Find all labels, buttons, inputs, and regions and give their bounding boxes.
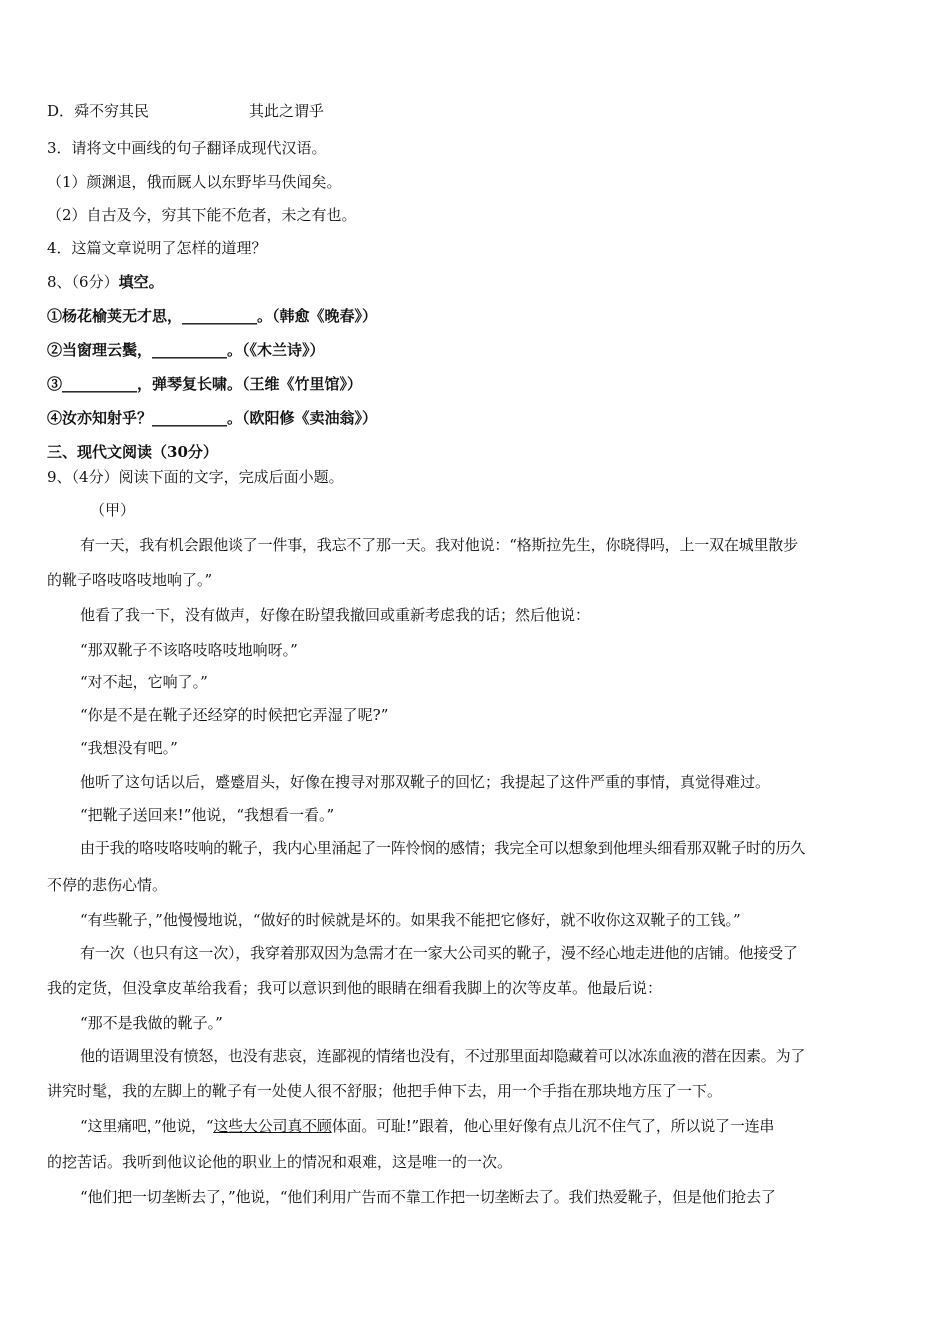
passage-text: 体面。可耻!”跟着，他心里好像有点儿沉不住气了，所以说了一连串 [331,1117,775,1135]
q3-sentence-1: （1）颜渊退，俄而厩人以东野毕马佚闻矣。 [47,173,342,191]
passage-paragraph: 他看了我一下，没有做声，好像在盼望我撤回或重新考虑我的话；然后他说： [80,606,591,624]
passage-paragraph: 他的语调里没有愤怒，也没有悲哀，连鄙视的情绪也没有，不过那里面却隐藏着可以冰冻血液的潜在因素。为了 [80,1047,806,1065]
q8-item-1: ①杨花榆荚无才思，__________。（韩愈《晚春》） [47,307,378,325]
q4-stem: 4．这篇文章说明了怎样的道理？ [47,239,267,257]
q8-item-3: ③__________，弹琴复长啸。（王维《竹里馆》） [47,375,363,393]
q9-heading: 9、（4分）阅读下面的文字，完成后面小题。 [47,468,344,486]
passage-paragraph: “对不起，它响了。” [80,673,208,691]
q3-sentence-2: （2）自古及今，穷其下能不危者，未之有也。 [47,206,357,224]
q8-heading [47,272,164,292]
q8-title: 填空。 [118,273,164,291]
passage-paragraph: “他们把一切垄断去了，”他说，“他们利用广告而不靠工作把一切垄断去了。我们热爱靴子，但是他们抢去了 [80,1188,776,1206]
passage-paragraph: “有些靴子，”他慢慢地说，“做好的时候就是坏的。如果我不能把它修好，就不收你这双靴子的工钱。” [80,911,741,929]
passage-paragraph: “那不是我做的靴子。” [80,1014,223,1032]
passage-paragraph: “那双靴子不该咯吱咯吱地响呀。” [80,641,298,659]
section-3-title: 三、现代文阅读（30分） [47,443,218,461]
q2-option-d-left: D．舜不穷其民 [47,102,150,120]
passage-paragraph: “你是不是在靴子还经穿的时候把它弄湿了呢?” [80,706,389,724]
passage-paragraph: 有一天，我有机会跟他谈了一件事，我忘不了那一天。我对他说：“格斯拉先生，你晓得吗，上一双在城里散步 [80,536,798,554]
passage-paragraph: “我想没有吧。” [80,739,178,757]
passage-paragraph-cont: 的靴子咯吱咯吱地响了。” [47,571,213,589]
q8-item-4: ④汝亦知射乎？__________。（欧阳修《卖油翁》） [47,409,378,427]
passage-text: “这里痛吧，”他说，“ [80,1117,214,1135]
underlined-sentence: 这些大公司真不顾 [213,1117,332,1135]
passage-paragraph: 有一次（也只有这一次），我穿着那双因为急需才在一家大公司买的靴子，漫不经心地走进他的店铺。他接受了 [80,944,798,962]
passage-paragraph: 他听了这句话以后，蹙蹙眉头，好像在搜寻对那双靴子的回忆；我提起了这件严重的事情，真觉得难过。 [80,773,771,791]
passage-paragraph-cont: 讲究时髦，我的左脚上的靴子有一处使人很不舒服；他把手伸下去，用一个手指在那块地方压了一下。 [47,1082,723,1100]
q8-number: 8、（6分） [47,273,119,291]
passage-paragraph-cont: 的挖苦话。我听到他议论他的职业上的情况和艰难，这是唯一的一次。 [47,1153,513,1171]
q2-option-d-right: 其此之谓乎 [249,102,325,120]
q8-item-2: ②当窗理云鬓，__________。（《木兰诗》） [47,341,325,359]
q2-option-d [47,101,324,121]
passage-part-label: （甲） [90,501,136,519]
passage-paragraph: “把靴子送回来!”他说，“我想看一看。” [80,806,335,824]
passage-paragraph-cont: 不停的悲伤心情。 [47,876,168,894]
passage-paragraph [80,1116,774,1136]
q3-stem: 3．请将文中画线的句子翻译成现代汉语。 [47,139,327,157]
passage-paragraph-cont: 我的定货，但没拿皮革给我看；我可以意识到他的眼睛在细看我脚上的次等皮革。他最后说： [47,979,663,997]
passage-paragraph: 由于我的咯吱咯吱响的靴子，我内心里涌起了一阵怜悯的感情；我完全可以想象到他埋头细看那双靴子时的历久 [80,839,806,857]
